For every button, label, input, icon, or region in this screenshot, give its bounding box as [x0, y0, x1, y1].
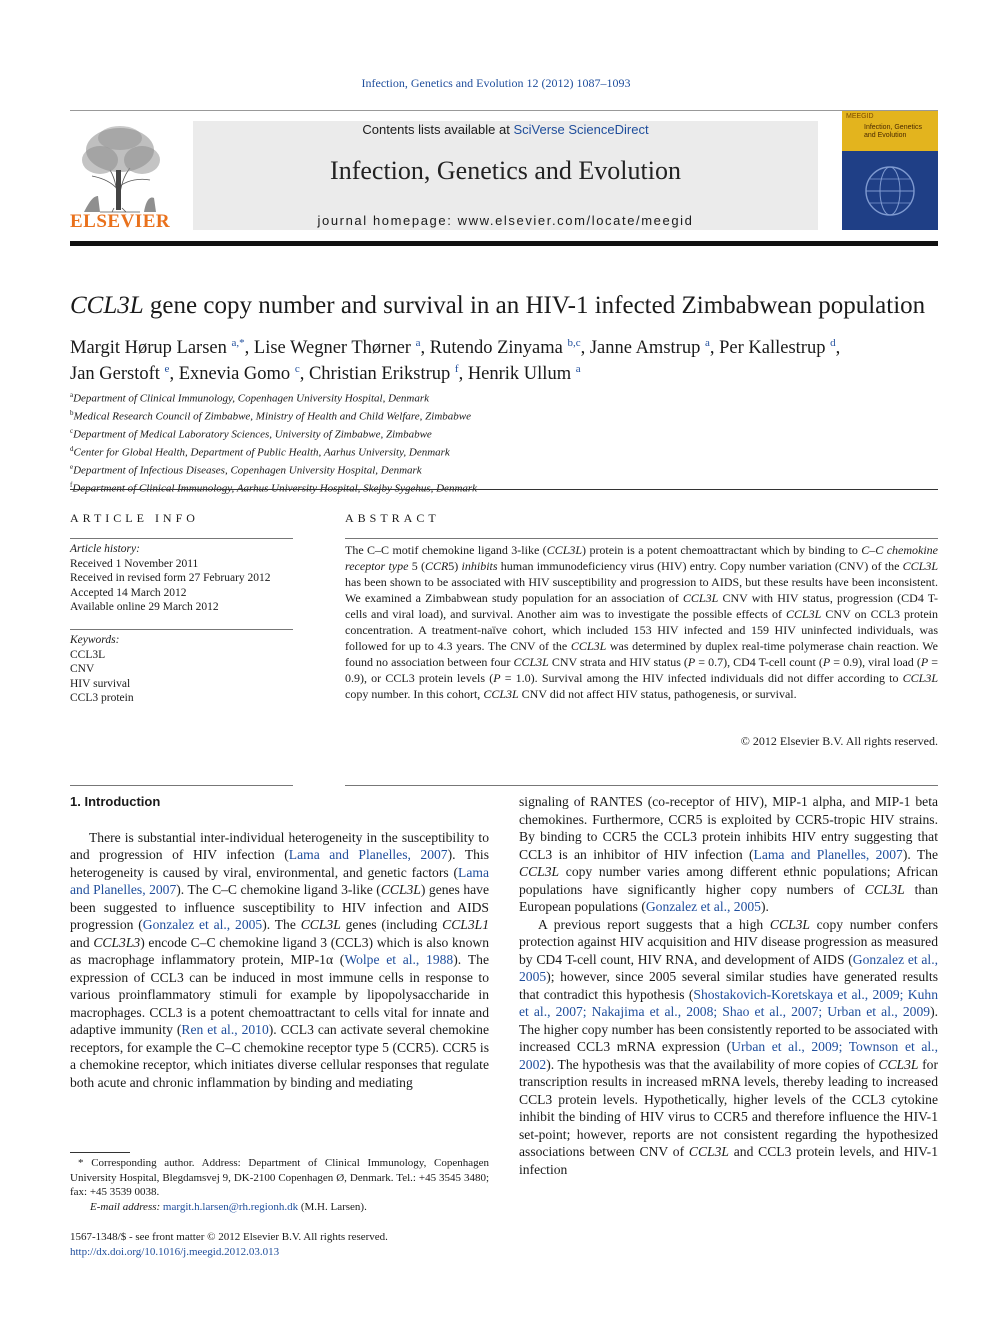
citation-link[interactable]: Gonzalez et al., 2005 [645, 899, 761, 914]
italic-term: CCL3L [682, 591, 719, 605]
cover-title: Infection, Genetics and Evolution [864, 124, 922, 139]
affiliation-item [70, 406, 938, 424]
affiliation-text: Department of Clinical Immunology, Copenhagen University Hospital, Denmark [73, 392, 430, 405]
keywords-label: Keywords: [70, 634, 120, 646]
citation-link[interactable]: Wolpe et al., 1988 [344, 952, 454, 967]
italic-term: CCL3L [878, 1056, 919, 1072]
affiliation-text: Medical Research Council of Zimbabwe, Ministry of Health and Child Welfare, Zimbabwe [73, 410, 471, 423]
author-name[interactable]: Rutendo Zinyama [429, 338, 568, 359]
italic-term: CCL3L3 [93, 934, 141, 950]
author-affiliation-marker[interactable]: a [704, 337, 710, 349]
keyword-item: CNV [70, 663, 95, 675]
journal-reference-link[interactable]: Infection, Genetics and Evolution 12 (2012) 1087–1093 [361, 76, 631, 90]
italic-term: CCL3L1 [442, 917, 489, 932]
email-link[interactable]: margit.h.larsen@rh.regionh.dk [162, 1200, 299, 1213]
italic-term: CCL3L [300, 917, 341, 932]
sciverse-sciencedirect-link[interactable]: SciVerse ScienceDirect [513, 122, 649, 137]
history-item: Available online 29 March 2012 [70, 601, 219, 613]
italic-term: CCL3L [688, 1144, 729, 1159]
author-name[interactable]: Christian Erikstrup [308, 364, 455, 385]
keyword-item: CCL3 protein [70, 692, 134, 704]
affiliation-text: Department of Infectious Diseases, Copenhagen University Hospital, Denmark [73, 464, 422, 477]
author-name[interactable]: Margit Hørup Larsen [70, 338, 232, 359]
italic-term: CCL3L [546, 543, 583, 557]
history-item: Accepted 14 March 2012 [70, 586, 187, 599]
journal-cover-thumbnail [842, 111, 938, 230]
body-column-left [70, 793, 489, 1091]
author-affiliation-marker[interactable]: a,* [231, 337, 245, 349]
corresponding-author-footnote [70, 1156, 489, 1214]
abstract-top-rule [345, 538, 938, 539]
keyword-items [70, 648, 293, 706]
author-separator: , [169, 364, 179, 385]
introduction-paragraph-1-cont: signaling of RANTES (co-receptor of HIV), MIP-1 alpha, and MIP-1 beta chemokines. Furthermore, CCR5 is exploited by CCR5-tropic HIV strains. By binding to CCR5 the CCL3 protein inhibits HIV entry suggesting that CCL3 is an inhibitor of HIV infection (Lama and Planelles, 2007). The CCL3L copy number varies among different ethnic populations; African populations have significantly higher copy numbers of CCL3L than European populations (Gonzalez et al., 2005). [519, 794, 938, 914]
citation-link[interactable]: Shostakovich-Koretskaya et al., 2009; Kuhn et al., 2007; Nakajima et al., 2008; Shao et al., 2007; Urban et al., 2009 [519, 986, 938, 1019]
affiliation-key: e [70, 462, 74, 471]
article-title [70, 292, 950, 320]
introduction-paragraph-2: A previous report suggests that a high CCL3L copy number confers protection against HIV acquisition and HIV disease progression as measured by CD4 T-cell count, HIV RNA, and development of AIDS (Gonzalez et al., 2005); however, since 2005 several similar studies have generated results that contradict this hypothesis (Shostakovich-Koretskaya et al., 2009; Kuhn et al., 2007; Nakajima et al., 2008; Shao et al., 2007; Urban et al., 2009). The higher copy number has been consistently reported to be associated with increased CCL3 mRNA expression (Urban et al., 2009; Townson et al., 2002). The hypothesis was that the availability of more copies of CCL3L for transcription results in increased mRNA levels, thereby leading to increased CCL3 protein levels. Hypothetically, higher levels of the CCL3 cytokine inhibit the binding of HIV virus to CCR5 and therefore influence the HIV-1 set-point; however, reports are not consistent regarding the hypothesized associations between CNV of CCL3L and CCL3 protein levels, and HIV-1 infection [519, 916, 938, 1177]
keywords-rule [70, 629, 293, 630]
author-affiliation-marker[interactable]: a [575, 363, 581, 376]
article-info-bottom-rule [70, 785, 293, 786]
email-label: E-mail address: [90, 1200, 163, 1213]
email-suffix: (M.H. Larsen). [298, 1200, 367, 1213]
italic-term: C–C chemokine receptor type [345, 543, 939, 573]
article-history-items [70, 557, 293, 615]
author-name[interactable]: Lise Wegner Thørner [253, 338, 416, 359]
issn-block [70, 1230, 489, 1259]
italic-term: CCL3L [786, 607, 822, 621]
article-history [70, 542, 293, 615]
author-separator: , [299, 364, 309, 385]
italic-term: inhibits [461, 559, 498, 573]
article-title-gene: CCL3L [70, 292, 144, 319]
publisher-wordmark: ELSEVIER [70, 211, 171, 232]
italic-term: CCL3L [769, 916, 810, 932]
italic-term: CCL3L [902, 559, 939, 573]
title-divider [70, 489, 938, 490]
italic-term: CCL3L [483, 687, 519, 701]
citation-link[interactable]: Lama and Planelles, 2007 [288, 847, 448, 862]
author-name[interactable]: Per Kallestrup [719, 338, 831, 359]
author-separator: , [709, 338, 720, 359]
keyword-item: HIV survival [70, 677, 131, 690]
italic-term: CCL3L [380, 882, 421, 897]
author-name[interactable]: Henrik Ullum [467, 364, 576, 385]
globe-icon [862, 163, 918, 219]
affiliation-key: f [70, 480, 73, 489]
author-affiliation-marker[interactable]: d [830, 337, 836, 349]
abstract-copyright: © 2012 Elsevier B.V. All rights reserved. [740, 734, 938, 748]
italic-term: CCL3L [513, 655, 549, 669]
header-top-rule [70, 110, 938, 111]
author-name[interactable]: Exnevia Gomo [178, 364, 295, 385]
introduction-heading: 1. Introduction [70, 794, 161, 809]
author-separator: , [580, 338, 590, 359]
author-separator: , [420, 338, 430, 359]
author-list [70, 333, 938, 385]
affiliation-list [70, 388, 938, 496]
italic-term: CCL3L [570, 639, 607, 653]
author-name[interactable]: Janne Amstrup [589, 338, 705, 359]
doi-link[interactable]: http://dx.doi.org/10.1016/j.meegid.2012.03.013 [70, 1245, 280, 1258]
keywords-block [70, 633, 293, 706]
affiliation-item [70, 388, 938, 406]
italic-term: CCL3L [519, 864, 560, 879]
affiliation-item [70, 442, 938, 460]
history-item: Received in revised form 27 February 2012 [70, 572, 271, 584]
italic-term: CCL3L [902, 671, 938, 685]
issn-line: 1567-1348/$ - see front matter © 2012 Elsevier B.V. All rights reserved. [70, 1231, 388, 1243]
affiliation-text: Department of Medical Laboratory Sciences, University of Zimbabwe, Zimbabwe [73, 428, 432, 441]
italic-term: CCL3L [864, 881, 905, 897]
keyword-item: CCL3L [70, 648, 106, 661]
abstract-heading: ABSTRACT [345, 511, 440, 525]
affiliation-text: Center for Global Health, Department of Public Health, Aarhus University, Denmark [73, 446, 450, 459]
citation-link[interactable]: Ren et al., 2010 [181, 1022, 269, 1037]
author-separator: , [244, 338, 254, 359]
author-name[interactable]: Jan Gerstoft [70, 364, 165, 385]
body-column-right [519, 793, 938, 1178]
contents-prefix: Contents lists available at [362, 122, 514, 137]
citation-link[interactable]: Gonzalez et al., 2005 [519, 951, 938, 984]
author-affiliation-marker[interactable]: f [454, 363, 459, 376]
author-affiliation-marker[interactable]: e [164, 363, 170, 376]
header-bottom-rule [70, 241, 938, 246]
contents-available-line [193, 122, 818, 137]
citation-link[interactable]: Lama and Planelles, 2007 [70, 864, 489, 897]
affiliation-key: b [70, 408, 74, 417]
abstract-text: The C–C motif chemokine ligand 3-like (CCL3L) protein is a potent chemoattractant which by binding to C–C chemokine receptor type 5 (CCR5) inhibits human immunodeficiency virus (HIV) entry. Copy number variation (CNV) of the CCL3L has been shown to be associated with HIV susceptibility and progression to AIDS, but these results have been inconsistent. We examined a Zimbabwean study population for an association of CCL3L CNV with HIV status, progression (CD4 T-cells and viral load), and survival. Another aim was to investigate the possible effects of CCL3L CNV on CCL3 protein concentration. A treatment-naïve cohort, which included 153 HIV infected and 159 HIV uninfected individuals, was followed for up to 4.3 years. The CNV of the CCL3L was determined by duplex real-time polymerase chain reaction. We found no association between four CCL3L CNV strata and HIV status (P = 0.7), CD4 T-cell count (P = 0.9), viral load (P = 0.9), or CCL3 protein levels (P = 1.0). Survival among the HIV infected individuals did not differ according to CCL3L copy number. In this cohort, CCL3L CNV did not affect HIV status, pathogenesis, or survival. [345, 543, 939, 701]
footnote-rule [70, 1152, 130, 1153]
affiliation-item [70, 460, 938, 478]
citation-link[interactable]: Urban et al., 2009; Townson et al., 2002 [519, 1039, 938, 1072]
affiliation-item [70, 424, 938, 442]
article-info-heading: ARTICLE INFO [70, 511, 199, 525]
author-affiliation-marker[interactable]: b,c [567, 337, 581, 349]
affiliation-key: c [70, 426, 74, 435]
author-separator: , [835, 338, 841, 359]
author-separator: , [458, 364, 468, 385]
history-item: Received 1 November 2011 [70, 557, 199, 570]
italic-term: P [920, 655, 929, 669]
italic-term: P [822, 655, 831, 669]
journal-title: Infection, Genetics and Evolution [330, 156, 681, 185]
italic-term: P [493, 671, 501, 685]
affiliation-key: d [70, 444, 74, 453]
affiliation-item [70, 478, 938, 496]
italic-term: CCR [424, 559, 449, 573]
introduction-paragraph-1: There is substantial inter-individual heterogeneity in the susceptibility to and progression of HIV infection (Lama and Planelles, 2007). This heterogeneity is caused by viral, environmental, and genetic factors (Lama and Planelles, 2007). The C–C chemokine ligand 3-like (CCL3L) genes have been suggested to influence susceptibility to HIV infection and AIDS progression (Gonzalez et al., 2005). The CCL3L genes (including CCL3L1 and CCL3L3) encode C–C chemokine ligand 3 (CCL3) which is also known as macrophage inflammatory protein, MIP-1α (Wolpe et al., 1988). The expression of CCL3 can be induced in most immune cells in response to various proinflammatory stimuli for example by lipopolysaccharide in macrophages. CCL3 is a potent chemoattractant to cells vital for innate and adaptive immunity (Ren et al., 2010). CCL3 can activate several chemokine receptors, for example the C–C chemokine receptor type 5 (CCR5). CCR5 is a chemokine receptor, which initiates diverse cellular responses that regulate both acute and chronic inflammation by binding and mediating [70, 829, 490, 1090]
article-info-rule [70, 538, 293, 539]
citation-link[interactable]: Gonzalez et al., 2005 [142, 917, 263, 932]
italic-term: P [687, 655, 696, 669]
footnote-text: * Corresponding author. Address: Department of Clinical Immunology, Copenhagen University Hospital, Blegdamsvej 9, DK-2100 Copenhagen Ø, Denmark. Tel.: +45 3545 3480; fax: +45 3539 0038. [70, 1157, 489, 1198]
cover-acronym: MEEGID [846, 113, 874, 120]
author-affiliation-marker[interactable]: c [294, 363, 300, 376]
journal-homepage-line[interactable]: journal homepage: www.elsevier.com/locate/meegid [317, 213, 694, 228]
affiliation-key: a [70, 391, 74, 399]
article-history-label: Article history: [70, 543, 140, 555]
author-affiliation-marker[interactable]: a [415, 337, 421, 349]
citation-link[interactable]: Lama and Planelles, 2007 [753, 846, 903, 862]
article-title-rest: gene copy number and survival in an HIV-1 infected Zimbabwean population [143, 292, 926, 319]
abstract-bottom-rule [345, 785, 938, 786]
